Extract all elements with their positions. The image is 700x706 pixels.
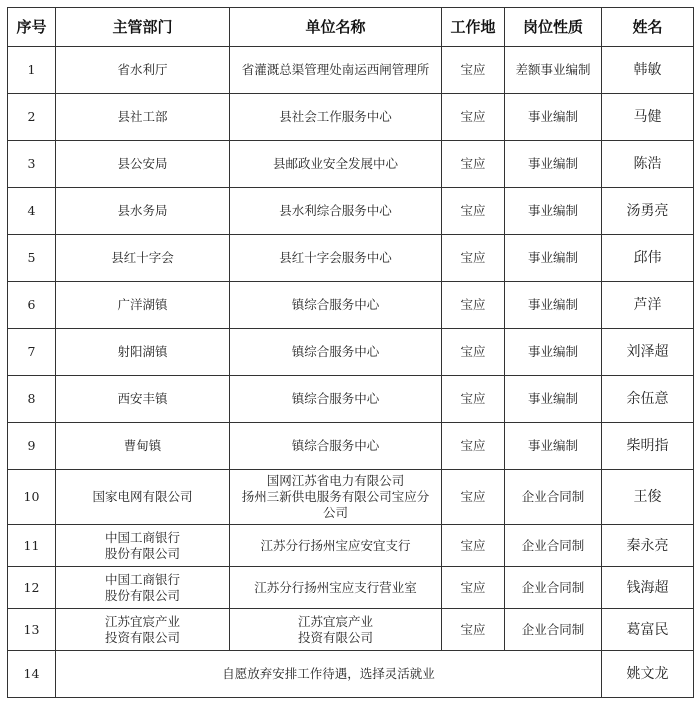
cell-line: 股份有限公司 — [104, 587, 180, 603]
cell-line: 江苏分行扬州宝应支行营业室 — [254, 579, 417, 595]
cell-line: 广洋湖镇 — [117, 297, 168, 312]
cell-line: 江苏宜宸产业 — [104, 613, 180, 629]
cell-unit — [230, 282, 442, 329]
table-row — [8, 329, 694, 376]
cell-nature: 企业合同制 — [505, 567, 602, 609]
cell-place: 宝应 — [442, 525, 505, 567]
cell-place: 宝应 — [442, 235, 505, 282]
cell-place: 宝应 — [442, 423, 505, 470]
cell-no: 6 — [8, 282, 56, 329]
table-row — [8, 423, 694, 470]
table-row — [8, 94, 694, 141]
cell-no: 10 — [8, 470, 56, 525]
cell-name: 陈浩 — [602, 141, 694, 188]
cell-line: 西安丰镇 — [117, 391, 168, 406]
cell-line: 公司 — [322, 505, 348, 520]
cell-nature: 事业编制 — [505, 141, 602, 188]
cell-line: 省灌溉总渠管理处南运西闸管理所 — [241, 62, 430, 77]
cell-place: 宝应 — [442, 567, 505, 609]
cell-unit — [230, 609, 442, 651]
cell-no: 2 — [8, 94, 56, 141]
cell-place: 宝应 — [442, 282, 505, 329]
table-row — [8, 651, 694, 698]
cell-unit — [230, 329, 442, 376]
cell-line: 县社会工作服务中心 — [279, 109, 392, 124]
table-row — [8, 567, 694, 609]
cell-name: 邱伟 — [602, 235, 694, 282]
cell-line: 国家电网有限公司 — [92, 489, 193, 504]
header-name: 姓名 — [602, 8, 694, 47]
cell-line: 中国工商银行 — [104, 529, 180, 545]
cell-no: 13 — [8, 609, 56, 651]
cell-dept — [56, 376, 230, 423]
table-row — [8, 470, 694, 525]
cell-place: 宝应 — [442, 94, 505, 141]
cell-no: 4 — [8, 188, 56, 235]
header-dept: 主管部门 — [56, 8, 230, 47]
table-row — [8, 376, 694, 423]
cell-name: 姚文龙 — [602, 651, 694, 698]
cell-dept — [56, 470, 230, 525]
cell-line: 县社工部 — [117, 109, 168, 124]
cell-unit — [230, 47, 442, 94]
cell-no: 7 — [8, 329, 56, 376]
table-row — [8, 141, 694, 188]
cell-name: 柴明指 — [602, 423, 694, 470]
cell-dept — [56, 423, 230, 470]
cell-nature: 事业编制 — [505, 282, 602, 329]
table-row — [8, 282, 694, 329]
table-row — [8, 188, 694, 235]
cell-nature: 事业编制 — [505, 376, 602, 423]
cell-unit — [230, 525, 442, 567]
cell-nature: 企业合同制 — [505, 470, 602, 525]
cell-name: 芦洋 — [602, 282, 694, 329]
cell-nature: 事业编制 — [505, 423, 602, 470]
cell-name: 余伍意 — [602, 376, 694, 423]
cell-dept — [56, 329, 230, 376]
cell-dept — [56, 525, 230, 567]
cell-line: 镇综合服务中心 — [291, 297, 380, 312]
table-row — [8, 525, 694, 567]
cell-line: 县公安局 — [117, 156, 168, 171]
cell-line: 投资有限公司 — [297, 629, 373, 645]
cell-place: 宝应 — [442, 609, 505, 651]
cell-nature: 企业合同制 — [505, 525, 602, 567]
cell-line: 县水利综合服务中心 — [279, 203, 392, 218]
cell-line: 江苏宜宸产业 — [297, 613, 373, 629]
header-nature: 岗位性质 — [505, 8, 602, 47]
cell-line: 国网江苏省电力有限公司 — [266, 473, 405, 488]
cell-no: 8 — [8, 376, 56, 423]
cell-no: 11 — [8, 525, 56, 567]
cell-name: 汤勇亮 — [602, 188, 694, 235]
header-no: 序号 — [8, 8, 56, 47]
cell-line: 江苏分行扬州宝应安宜支行 — [260, 537, 411, 553]
cell-place: 宝应 — [442, 141, 505, 188]
table-row — [8, 609, 694, 651]
cell-dept — [56, 235, 230, 282]
cell-place: 宝应 — [442, 188, 505, 235]
cell-nature: 事业编制 — [505, 329, 602, 376]
cell-note: 自愿放弃安排工作待遇，选择灵活就业 — [56, 651, 602, 698]
cell-line: 县邮政业安全发展中心 — [272, 156, 398, 171]
cell-no: 9 — [8, 423, 56, 470]
cell-no: 5 — [8, 235, 56, 282]
cell-dept — [56, 94, 230, 141]
cell-unit — [230, 567, 442, 609]
table-row — [8, 235, 694, 282]
cell-line: 镇综合服务中心 — [291, 391, 380, 406]
cell-no: 14 — [8, 651, 56, 698]
cell-name: 王俊 — [602, 470, 694, 525]
cell-dept — [56, 609, 230, 651]
cell-name: 钱海超 — [602, 567, 694, 609]
cell-line: 镇综合服务中心 — [291, 344, 380, 359]
cell-dept — [56, 141, 230, 188]
cell-line: 曹甸镇 — [123, 438, 162, 453]
cell-line: 县红十字会服务中心 — [279, 250, 392, 265]
cell-line: 中国工商银行 — [104, 571, 180, 587]
cell-place: 宝应 — [442, 329, 505, 376]
cell-line: 省水利厅 — [117, 62, 168, 77]
cell-name: 马健 — [602, 94, 694, 141]
cell-nature: 差额事业编制 — [505, 47, 602, 94]
personnel-table — [7, 7, 694, 698]
cell-dept — [56, 567, 230, 609]
cell-no: 12 — [8, 567, 56, 609]
header-row — [8, 8, 694, 47]
cell-line: 射阳湖镇 — [117, 344, 168, 359]
cell-unit — [230, 470, 442, 525]
cell-place: 宝应 — [442, 470, 505, 525]
cell-nature: 事业编制 — [505, 188, 602, 235]
cell-nature: 企业合同制 — [505, 609, 602, 651]
cell-nature: 事业编制 — [505, 235, 602, 282]
cell-name: 葛富民 — [602, 609, 694, 651]
cell-line: 投资有限公司 — [104, 629, 180, 645]
cell-dept — [56, 47, 230, 94]
cell-name: 秦永亮 — [602, 525, 694, 567]
cell-line: 股份有限公司 — [104, 545, 180, 561]
cell-unit — [230, 94, 442, 141]
cell-dept — [56, 282, 230, 329]
cell-no: 3 — [8, 141, 56, 188]
cell-unit — [230, 141, 442, 188]
cell-name: 韩敏 — [602, 47, 694, 94]
header-unit: 单位名称 — [230, 8, 442, 47]
cell-line: 县红十字会 — [111, 250, 174, 265]
cell-dept — [56, 188, 230, 235]
header-place: 工作地 — [442, 8, 505, 47]
cell-line: 镇综合服务中心 — [291, 438, 380, 453]
cell-unit — [230, 376, 442, 423]
cell-line: 扬州三新供电服务有限公司宝应分 — [241, 489, 430, 504]
cell-line: 县水务局 — [117, 203, 168, 218]
cell-no: 1 — [8, 47, 56, 94]
table-row — [8, 47, 694, 94]
cell-nature: 事业编制 — [505, 94, 602, 141]
cell-place: 宝应 — [442, 376, 505, 423]
cell-name: 刘泽超 — [602, 329, 694, 376]
cell-unit — [230, 423, 442, 470]
cell-unit — [230, 235, 442, 282]
cell-unit — [230, 188, 442, 235]
cell-place: 宝应 — [442, 47, 505, 94]
